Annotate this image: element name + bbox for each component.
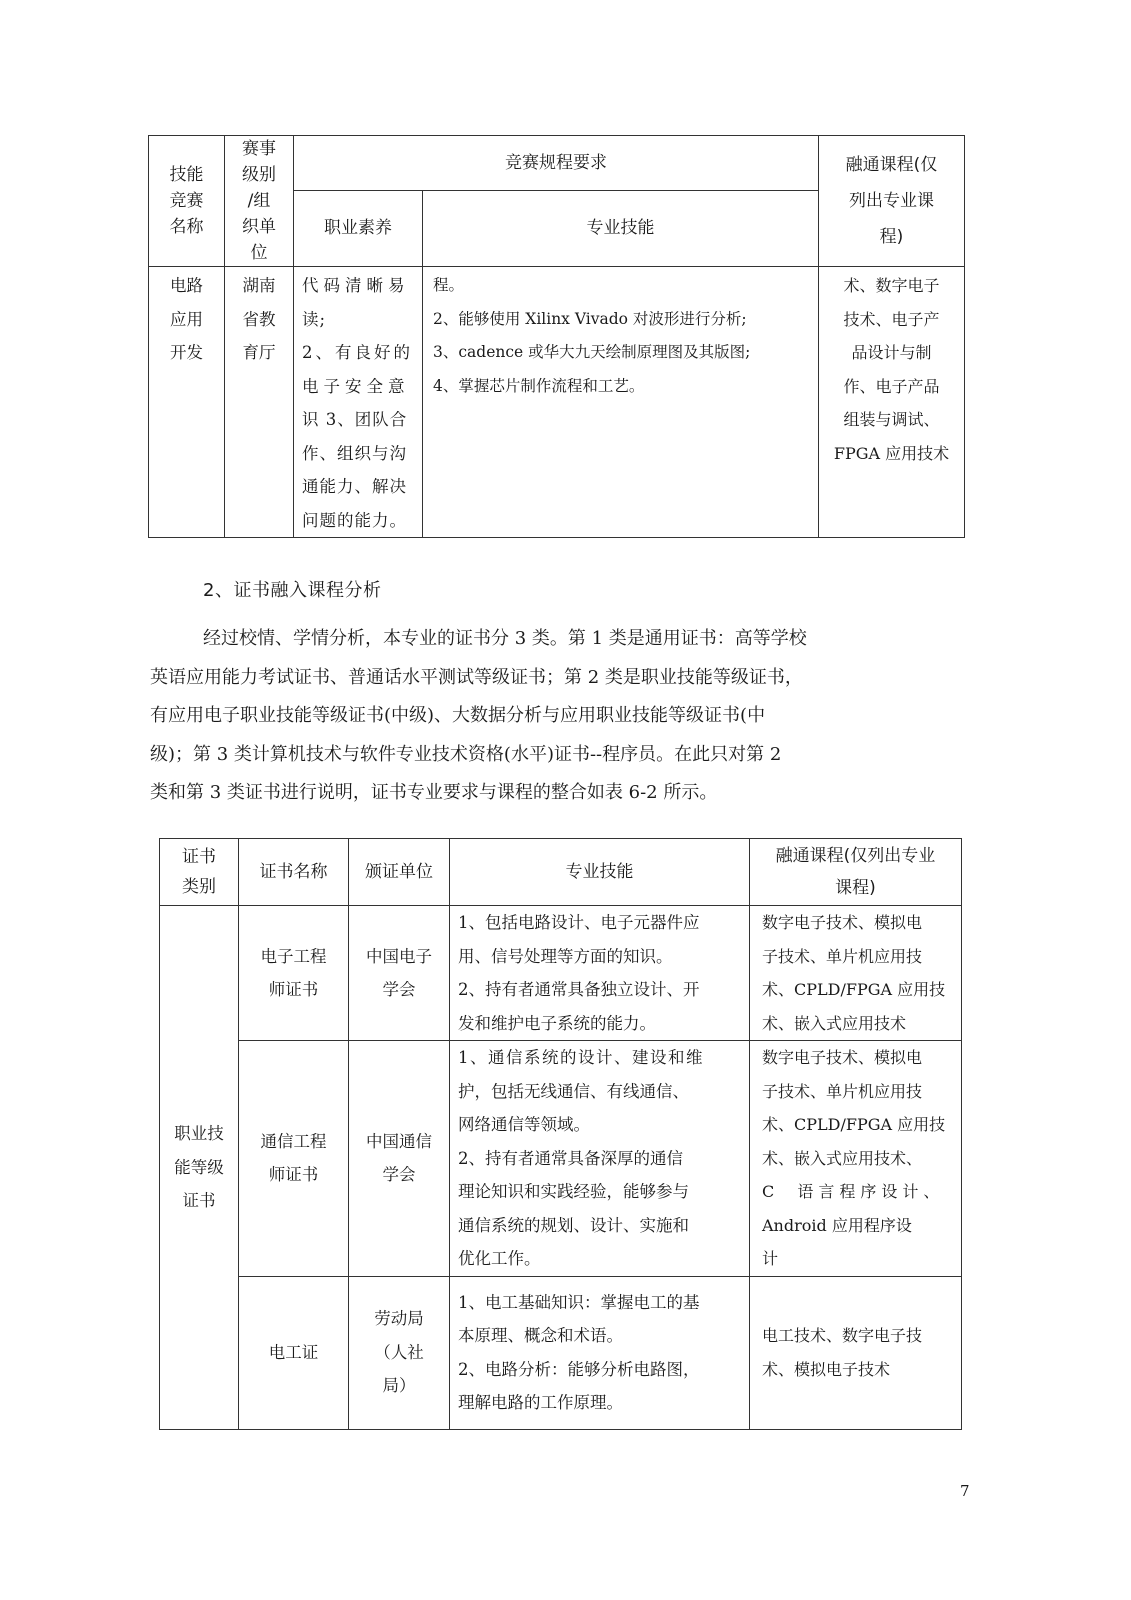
header-integrated-courses: 融通课程(仅列出专业 课程) xyxy=(750,839,962,906)
table-row xyxy=(160,1041,962,1277)
section-heading: 2、证书融入课程分析 xyxy=(203,580,382,601)
cell-integrated-courses: 数字电子技术、模拟电 子技术、单片机应用技 术、CPLD/FPGA 应用技 术、嵌入式应用技术 xyxy=(750,906,962,1041)
cell-professional-skills: 程。 2、能够使用 Xilinx Vivado 对波形进行分析; 3、cadence 或华大九天绘制原理图及其版图; 4、掌握芯片制作流程和工艺。 xyxy=(423,267,819,538)
page-number: 7 xyxy=(960,1482,970,1500)
header-certificate-name: 证书名称 xyxy=(239,839,349,906)
cell-certificate-name: 通信工程 师证书 xyxy=(239,1041,349,1277)
cell-certificate-category: 职业技 能等级 证书 xyxy=(160,906,239,1430)
certificate-table xyxy=(159,838,962,1430)
cell-event-level: 湖南 省教 育厅 xyxy=(225,267,294,538)
header-professional-skills: 专业技能 xyxy=(450,839,750,906)
table-row xyxy=(160,906,962,1041)
cell-professional-skills: 1、包括电路设计、电子元器件应 用、信号处理等方面的知识。 2、持有者通常具备独立设计、开 发和维护电子系统的能力。 xyxy=(450,906,750,1041)
header-rules-requirements: 竞赛规程要求 xyxy=(294,136,819,191)
header-issuer: 颁证单位 xyxy=(349,839,450,906)
table-row xyxy=(160,1276,962,1429)
header-professional-quality: 职业素养 xyxy=(294,190,423,266)
section-paragraph: 经过校情、学情分析，本专业的证书分 3 类。第 1 类是通用证书：高等学校 英语应用能力考试证书、普通话水平测试等级证书；第 2 类是职业技能等级证书， 有应用电子职业技能等级证书(中级)、大数据分析与应用职业技能等级证书(中 级)；第 3 类计算机技术与软件专业技术资格(水平)证书--程序员。在此只对第 2 类和第 3 类证书进行说明，证书专业要求与课程的整合如表 6-2 所示。 xyxy=(150,628,807,803)
cell-issuer: 劳动局 （人社 局） xyxy=(349,1276,450,1429)
cell-certificate-name: 电子工程 师证书 xyxy=(239,906,349,1041)
cell-professional-skills: 1、通信系统的设计、建设和维 护，包括无线通信、有线通信、 网络通信等领域。 2、持有者通常具备深厚的通信 理论知识和实践经验，能够参与 通信系统的规划、设计、实施和 优化工作。 xyxy=(450,1041,750,1277)
header-event-level: 赛事 级别 /组 织单 位 xyxy=(225,136,294,267)
cell-issuer: 中国电子 学会 xyxy=(349,906,450,1041)
cell-integrated-courses: 电工技术、数字电子技 术、模拟电子技术 xyxy=(750,1276,962,1429)
cell-issuer: 中国通信 学会 xyxy=(349,1041,450,1277)
cell-professional-skills: 1、电工基础知识：掌握电工的基 本原理、概念和术语。 2、电路分析：能够分析电路图， 理解电路的工作原理。 xyxy=(450,1276,750,1429)
table-row xyxy=(149,267,965,538)
header-competition-name: 技能 竞赛 名称 xyxy=(149,136,225,267)
cell-integrated-courses: 术、数字电子 技术、电子产 品设计与制 作、电子产品 组装与调试、 FPGA 应用技术 xyxy=(819,267,965,538)
cell-integrated-courses: 数字电子技术、模拟电 子技术、单片机应用技 术、CPLD/FPGA 应用技 术、嵌入式应用技术、 C 语言程序设计、 Android 应用程序设 计 xyxy=(750,1041,962,1277)
header-certificate-category: 证书 类别 xyxy=(160,839,239,906)
cell-certificate-name: 电工证 xyxy=(239,1276,349,1429)
header-professional-skills: 专业技能 xyxy=(423,190,819,266)
cell-competition-name: 电路 应用 开发 xyxy=(149,267,225,538)
header-integrated-courses: 融通课程(仅 列出专业课 程) xyxy=(819,136,965,267)
cell-professional-quality: 代码清晰易 读; 2、有良好的 电子安全意 识 3、团队合 作、组织与沟 通能力、解决 问题的能力。 xyxy=(294,267,423,538)
competition-table xyxy=(148,135,965,538)
